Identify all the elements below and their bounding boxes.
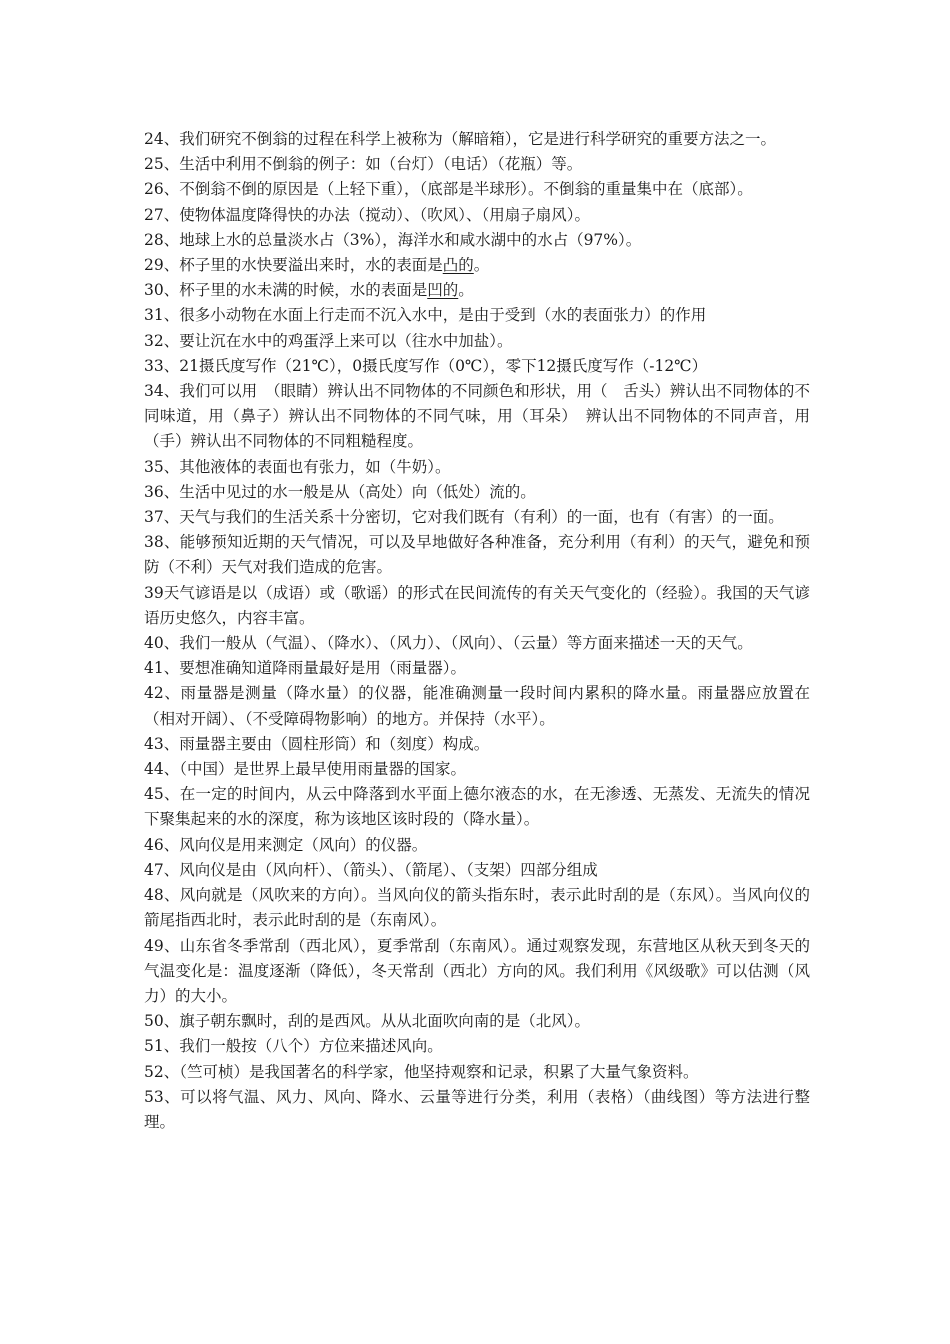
list-item-41: 41、要想准确知道降雨量最好是用（雨量器）。: [144, 659, 466, 678]
list-item-26: 26、不倒翁不倒的原因是（上轻下重），（底部是半球形）。不倒翁的重量集中在（底部）。: [144, 180, 753, 199]
list-item-34: 34、我们可以用 （眼睛）辨认出不同物体的不同颜色和形状，用（ 舌头）辨认出不同物体的不同味道，用（鼻子）辨认出不同物体的不同气味，用（耳朵） 辨认出不同物体的不同声音，用（手）辨认出不同物体的不同粗糙程度。: [144, 382, 810, 451]
list-item-45: 45、在一定的时间内，从云中降落到水平面上德尔液态的水，在无渗透、无蒸发、无流失的情况下聚集起来的水的深度，称为该地区该时段的（降水量）。: [144, 785, 810, 829]
list-item-31: 31、很多小动物在水面上行走而不沉入水中，是由于受到（水的表面张力）的作用: [144, 306, 707, 325]
item-29-underlined-answer: 凸的: [442, 256, 474, 275]
item-29-prefix: 29、杯子里的水快要溢出来时，水的表面是: [144, 256, 443, 275]
list-item-24: 24、我们研究不倒翁的过程在科学上被称为（解暗箱），它是进行科学研究的重要方法之一。: [144, 130, 776, 148]
item-30-prefix: 30、杯子里的水未满的时候，水的表面是: [144, 281, 428, 300]
list-item-29: [144, 253, 810, 278]
list-item-49: 49、山东省冬季常刮（西北风），夏季常刮（东南风）。通过观察发现，东营地区从秋天到冬天的气温变化是：温度逐渐（降低），冬天常刮（西北）方向的风。我们利用《风级歌》可以估测（风力）的大小。: [144, 936, 810, 1005]
list-item-50: 50、旗子朝东飘时，刮的是西风。从从北面吹向南的是（北风）。: [144, 1012, 590, 1031]
list-item-51: 51、我们一般按（八个）方位来描述风向。: [144, 1037, 443, 1056]
list-item-28: 28、地球上水的总量淡水占（3%），海洋水和咸水湖中的水占（97%）。: [144, 230, 642, 249]
list-item-48: 48、风向就是（风吹来的方向）。当风向仪的箭头指东时，表示此时刮的是（东风）。当风向仪的箭尾指西北时，表示此时刮的是（东南风）。: [144, 886, 810, 930]
list-item-27: 27、使物体温度降得快的办法（搅动）、（吹风）、（用扇子扇风）。: [144, 205, 590, 224]
item-30-suffix: 。: [458, 281, 474, 300]
list-item-53: 53、可以将气温、风力、风向、降水、云量等进行分类，利用（表格）（曲线图）等方法进行整理。: [144, 1087, 810, 1131]
item-29-suffix: 。: [473, 256, 490, 275]
item-30-underlined-answer: 凹的: [427, 281, 459, 300]
list-item-32: 32、要让沉在水中的鸡蛋浮上来可以（往水中加盐）。: [144, 331, 513, 350]
list-item-44: 44、（中国）是世界上最早使用雨量器的国家。: [144, 760, 466, 779]
list-item-35: 35、其他液体的表面也有张力，如（牛奶）。: [144, 457, 451, 476]
question-list: [144, 127, 810, 1135]
list-item-46: 46、风向仪是用来测定（风向）的仪器。: [144, 835, 428, 854]
list-item-43: 43、雨量器主要由（圆柱形筒）和（刻度）构成。: [144, 734, 490, 753]
list-item-52: 52、（竺可桢）是我国著名的科学家，他坚持观察和记录，积累了大量气象资料。: [144, 1062, 699, 1081]
list-item-42: 42、雨量器是测量（降水量）的仪器，能准确测量一段时间内累积的降水量。雨量器应放置在（相对开阔）、（不受障碍物影响）的地方。并保持（水平）。: [144, 684, 810, 728]
list-item-39: 39天气谚语是以（成语）或（歌谣）的形式在民间流传的有关天气变化的（经验）。我国的天气谚语历史悠久，内容丰富。: [144, 583, 810, 627]
list-item-36: 36、生活中见过的水一般是从（高处）向（低处）流的。: [144, 482, 536, 501]
list-item-40: 40、我们一般从（气温）、（降水）、（风力）、（风向）、（云量）等方面来描述一天的天气。: [144, 634, 753, 653]
list-item-30: [144, 278, 810, 303]
list-item-38: 38、能够预知近期的天气情况，可以及早地做好各种准备，充分利用（有利）的天气，避免和预防（不利）天气对我们造成的危害。: [144, 533, 810, 577]
list-item-47: 47、风向仪是由（风向杆）、（箭头）、（箭尾）、（支架）四部分组成: [144, 860, 598, 879]
list-item-37: 37、天气与我们的生活关系十分密切，它对我们既有（有利）的一面，也有（有害）的一面。: [144, 508, 784, 527]
list-item-33: 33、21摄氏度写作（21℃），0摄氏度写作（0℃），零下12摄氏度写作（-12℃）: [144, 356, 708, 375]
list-item-25: 25、生活中利用不倒翁的例子：如（台灯）（电话）（花瓶）等。: [144, 155, 583, 174]
